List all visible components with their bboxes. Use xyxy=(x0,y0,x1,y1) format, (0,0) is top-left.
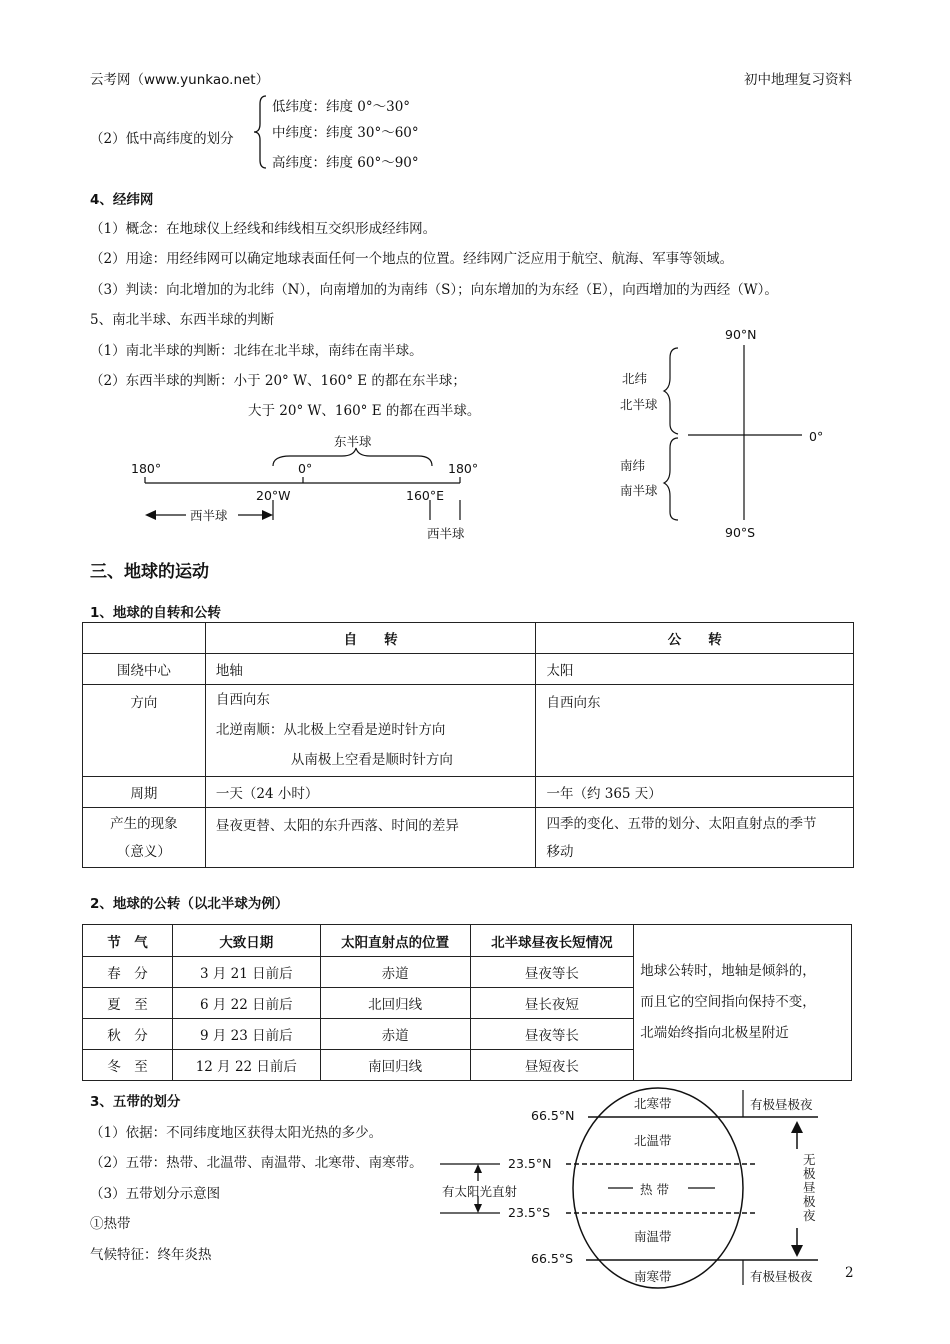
zone-south-frigid: 南寒带 xyxy=(634,1269,672,1284)
motion-table xyxy=(82,622,854,868)
zone-direct-sun: 有太阳光直射 xyxy=(442,1184,518,1199)
solar-term: 秋 分 xyxy=(83,1019,173,1050)
ns-equator: 0° xyxy=(809,429,824,444)
revolution-meaning-line: 四季的变化、五带的划分、太阳直射点的季节 xyxy=(546,815,817,832)
zone-23-5s: 23.5°S xyxy=(508,1205,551,1220)
section4-line2: （2）用途：用经纬网可以确定地球表面任何一个地点的位置。经纬网广泛应用于航空、航海、军事等领域。 xyxy=(90,251,734,267)
motion-header-revolution: 公 转 xyxy=(536,623,854,654)
meaning-label-line: （意义） xyxy=(116,843,171,860)
arrow-up-icon xyxy=(791,1121,803,1133)
zone-south-temperate: 南温带 xyxy=(634,1229,672,1244)
ew-zero: 0° xyxy=(298,461,313,476)
revolution-header: 节 气 xyxy=(83,925,173,957)
east-brace xyxy=(273,448,432,466)
zones-line: （2）五带：热带、北温带、南温带、北寒带、南寒带。 xyxy=(90,1155,423,1171)
revolution-meaning-line: 移动 xyxy=(546,843,574,860)
header-left: 云考网（www.yunkao.net） xyxy=(90,72,270,88)
meaning-label-line: 产生的现象 xyxy=(110,815,178,832)
revolution-title: 2、地球的公转（以北半球为例） xyxy=(90,896,289,912)
revolution-header: 太阳直射点的位置 xyxy=(320,925,470,957)
zones-line: ①热带 xyxy=(90,1216,131,1232)
ew-west-left: 西半球 xyxy=(190,508,228,523)
ns-hemisphere-diagram xyxy=(600,320,840,545)
no-polar-char: 夜 xyxy=(803,1208,816,1223)
section4-line1: （1）概念：在地球仪上经线和纬线相互交织形成经纬网。 xyxy=(90,221,437,237)
arrow-down-icon xyxy=(791,1245,803,1257)
latitude-high: 高纬度：纬度 60°～90° xyxy=(272,155,419,171)
zones-line: （1）依据：不同纬度地区获得太阳光热的多少。 xyxy=(90,1125,383,1141)
left-brace xyxy=(252,94,268,170)
ns-south-lat: 南纬 xyxy=(620,458,646,473)
zone-66-5s: 66.5°S xyxy=(531,1251,574,1266)
arrow-right-icon xyxy=(262,510,273,520)
section5-line2: （2）东西半球的判断：小于 20° W、160° E 的都在东半球； xyxy=(90,373,466,389)
ns-north-hemi: 北半球 xyxy=(620,397,658,412)
rotation-direction-line: 从南极上空看是顺时针方向 xyxy=(290,752,453,768)
motion-row-label: 方向 xyxy=(83,685,206,777)
ew-160e: 160°E xyxy=(406,488,445,503)
no-polar-char: 昼 xyxy=(803,1180,816,1195)
revolution-table xyxy=(82,924,852,1081)
motion-row-revolution: 太阳 xyxy=(536,654,854,685)
motion-row-label: 围绕中心 xyxy=(83,654,206,685)
revolution-note-line: 而且它的空间指向保持不变， xyxy=(640,994,816,1010)
motion-row-label: 周期 xyxy=(83,777,206,808)
ns-90n: 90°N xyxy=(725,327,757,342)
motion-row-rotation xyxy=(205,685,536,777)
direct-point: 南回归线 xyxy=(320,1050,470,1081)
solar-term: 春 分 xyxy=(83,957,173,988)
latitude-mid: 中纬度：纬度 30°～60° xyxy=(272,125,419,141)
zone-polar-bottom: 有极昼极夜 xyxy=(750,1269,813,1284)
motion-row-label xyxy=(83,808,206,868)
zone-polar-top: 有极昼极夜 xyxy=(750,1097,813,1112)
day-night: 昼短夜长 xyxy=(470,1050,634,1081)
day-night: 昼夜等长 xyxy=(470,957,634,988)
zone-tropic: 热 带 xyxy=(640,1182,669,1197)
day-night: 昼夜等长 xyxy=(470,1019,634,1050)
motion-header-rotation: 自 转 xyxy=(205,623,536,654)
solar-term: 冬 至 xyxy=(83,1050,173,1081)
date: 3 月 21 日前后 xyxy=(172,957,320,988)
motion-row-revolution: 一年（约 365 天） xyxy=(536,777,854,808)
section4-title: 4、经纬网 xyxy=(90,192,154,208)
direct-point: 赤道 xyxy=(320,1019,470,1050)
revolution-header: 北半球昼夜长短情况 xyxy=(470,925,634,957)
arrow-up-icon xyxy=(474,1164,482,1173)
no-polar-char: 无 xyxy=(803,1152,816,1167)
chapter3-title: 三、地球的运动 xyxy=(90,562,209,582)
zone-no-polar xyxy=(803,1153,817,1223)
page-number: 2 xyxy=(845,1265,854,1281)
zones-title: 3、五带的划分 xyxy=(90,1094,181,1110)
zone-66-5n: 66.5°N xyxy=(531,1108,575,1123)
rotation-direction-line: 北逆南顺：从北极上空看是逆时针方向 xyxy=(215,722,446,738)
ew-left-180: 180° xyxy=(131,461,162,476)
motion-row-rotation: 昼夜更替、太阳的东升西落、时间的差异 xyxy=(205,808,536,868)
revolution-note xyxy=(634,925,852,1081)
ew-east-hemisphere: 东半球 xyxy=(334,434,372,449)
zones-line: （3）五带划分示意图 xyxy=(90,1186,221,1202)
section5-line3: 大于 20° W、160° E 的都在西半球。 xyxy=(248,403,481,419)
motion-row-revolution: 自西向东 xyxy=(536,685,854,777)
ns-south-hemi: 南半球 xyxy=(620,483,658,498)
motion-row-revolution xyxy=(536,808,854,868)
section5-line1: （1）南北半球的判断：北纬在北半球，南纬在南半球。 xyxy=(90,343,423,359)
direct-point: 北回归线 xyxy=(320,988,470,1019)
ew-right-180: 180° xyxy=(448,461,479,476)
zones-line: 气候特征：终年炎热 xyxy=(90,1247,212,1263)
revolution-header: 大致日期 xyxy=(172,925,320,957)
motion-header-empty xyxy=(83,623,206,654)
rotation-direction-line: 自西向东 xyxy=(215,692,270,708)
latitude-low: 低纬度：纬度 0°～30° xyxy=(272,99,411,115)
section5-title: 5、南北半球、东西半球的判断 xyxy=(90,312,275,328)
motion-title: 1、地球的自转和公转 xyxy=(90,605,221,621)
day-night: 昼长夜短 xyxy=(470,988,634,1019)
header-right: 初中地理复习资料 xyxy=(744,72,852,88)
no-polar-char: 极 xyxy=(803,1166,816,1181)
zone-north-temperate: 北温带 xyxy=(634,1133,672,1148)
ew-west-right: 西半球 xyxy=(427,526,465,541)
date: 12 月 22 日前后 xyxy=(172,1050,320,1081)
solar-term: 夏 至 xyxy=(83,988,173,1019)
zone-23-5n: 23.5°N xyxy=(508,1156,552,1171)
revolution-note-line: 地球公转时，地轴是倾斜的， xyxy=(640,963,816,979)
revolution-note-line: 北端始终指向北极星附近 xyxy=(640,1025,789,1041)
arrow-down-icon xyxy=(474,1204,482,1213)
zone-north-frigid: 北寒带 xyxy=(634,1096,672,1111)
motion-row-rotation: 一天（24 小时） xyxy=(205,777,536,808)
ns-north-lat: 北纬 xyxy=(622,371,648,386)
latitude-division-label: （2）低中高纬度的划分 xyxy=(90,131,234,147)
date: 6 月 22 日前后 xyxy=(172,988,320,1019)
arrow-left-icon xyxy=(145,510,156,520)
date: 9 月 23 日前后 xyxy=(172,1019,320,1050)
ns-90s: 90°S xyxy=(725,525,756,540)
ew-20w: 20°W xyxy=(256,488,291,503)
motion-row-rotation: 地轴 xyxy=(205,654,536,685)
direct-point: 赤道 xyxy=(320,957,470,988)
no-polar-char: 极 xyxy=(803,1194,816,1209)
section4-line3: （3）判读：向北增加的为北纬（N），向南增加的为南纬（S）；向东增加的为东经（E），向西增加的为西经（W）。 xyxy=(90,282,778,298)
